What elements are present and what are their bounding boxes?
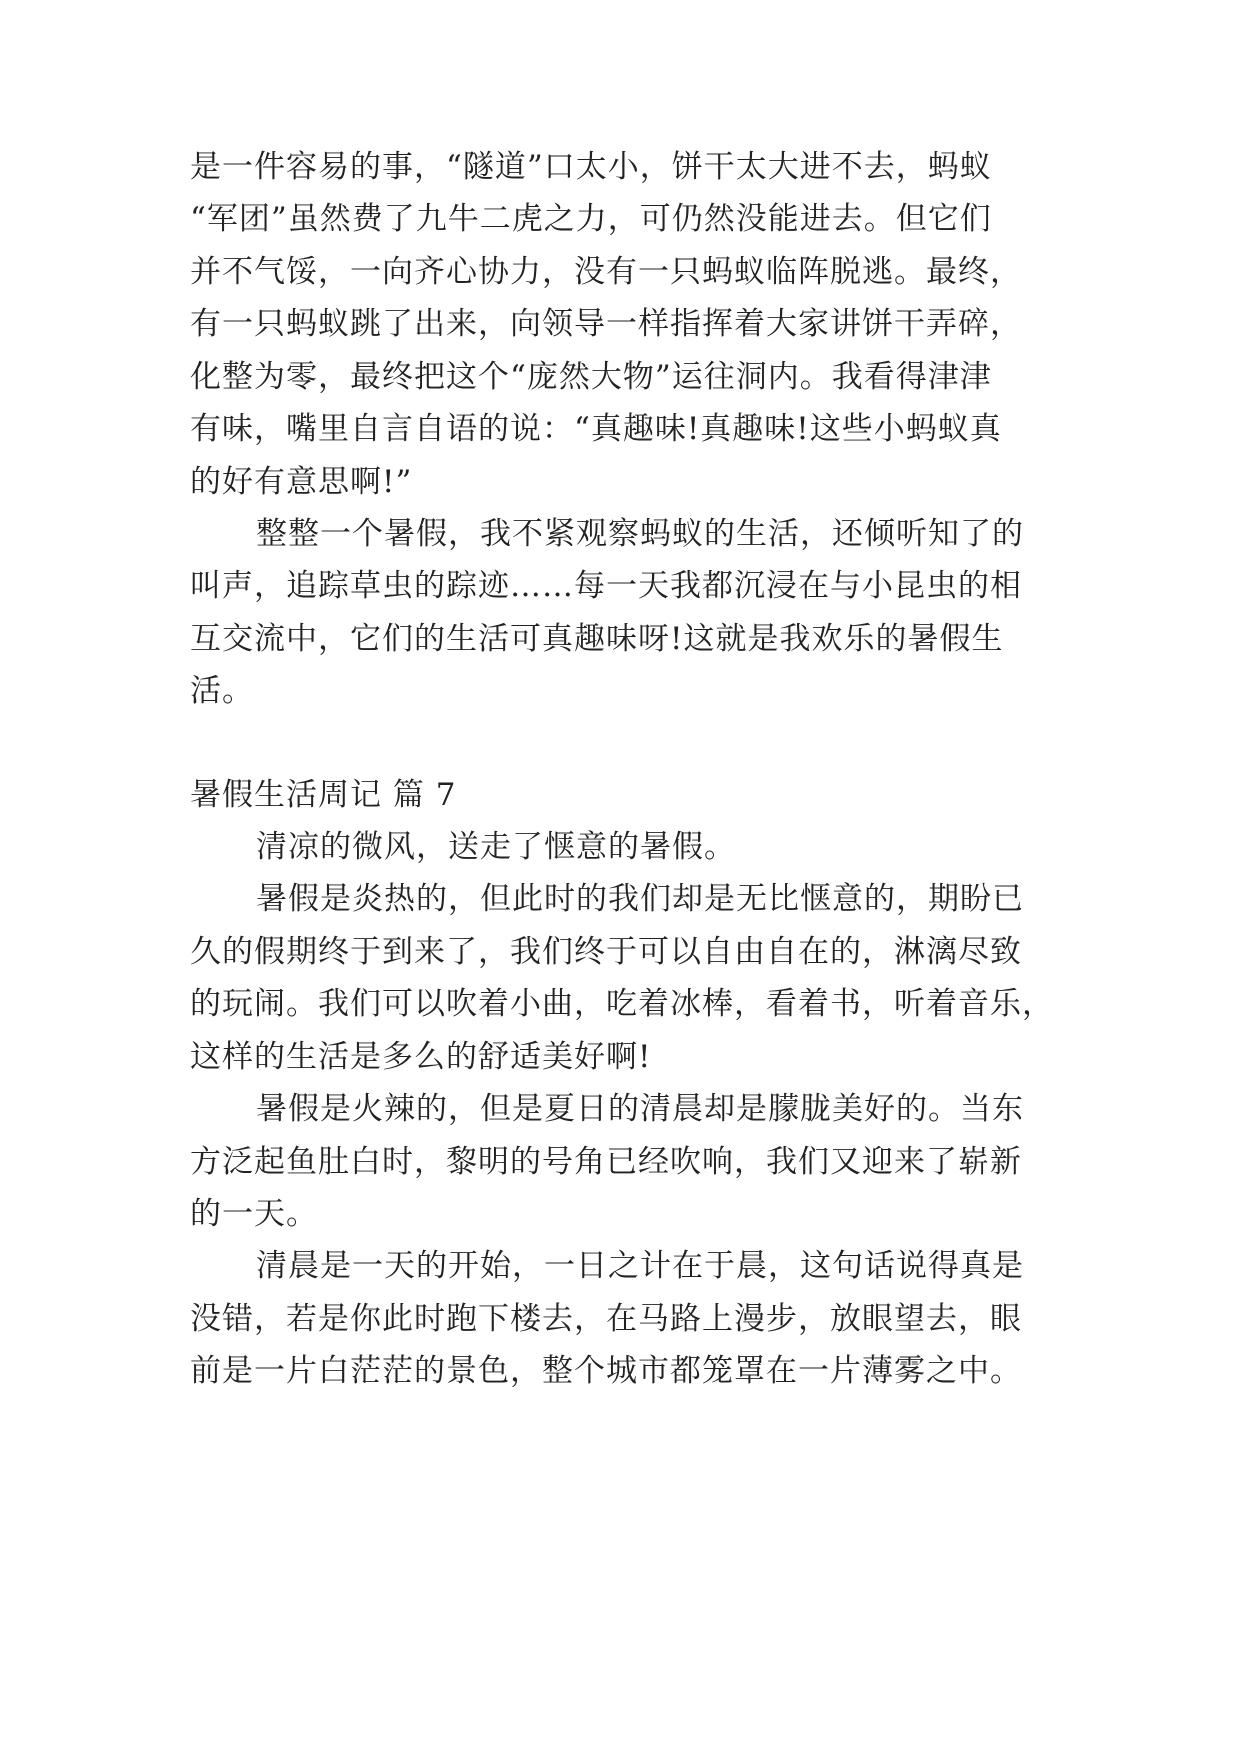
text-line: 前是一片白茫茫的景色，整个城市都笼罩在一片薄雾之中。 xyxy=(190,1353,1022,1389)
text-line: 化整为零，最终把这个“庞然大物”运往洞内。我看得津津 xyxy=(190,359,992,395)
text-line: 叫声，追踪草虫的踪迹……每一天我都沉浸在与小昆虫的相 xyxy=(190,568,1022,604)
text-line: 久的假期终于到来了，我们终于可以自由自在的，淋漓尽致 xyxy=(190,934,1022,970)
text-line: 是一件容易的事，“隧道”口太小，饼干太大进不去，蚂蚁 xyxy=(190,149,992,185)
paragraph-start-line: 清晨是一天的开始，一日之计在于晨，这句话说得真是 xyxy=(256,1248,1024,1284)
paragraph-start-line: 暑假是炎热的，但此时的我们却是无比惬意的，期盼已 xyxy=(256,881,1024,917)
text-line: 并不气馁，一向齐心协力，没有一只蚂蚁临阵脱逃。最终， xyxy=(190,254,1022,290)
text-line: 没错，若是你此时跑下楼去，在马路上漫步，放眼望去，眼 xyxy=(190,1301,1022,1337)
text-line: 有味，嘴里自言自语的说：“真趣味!真趣味!这些小蚂蚁真 xyxy=(190,411,1002,447)
text-line: “军团”虽然费了九牛二虎之力，可仍然没能进去。但它们 xyxy=(190,201,992,237)
paragraph-start-line: 整整一个暑假，我不紧观察蚂蚁的生活，还倾听知了的 xyxy=(256,516,1024,552)
paragraph-start-line: 清凉的微风，送走了惬意的暑假。 xyxy=(256,829,736,865)
text-line: 方泛起鱼肚白时，黎明的号角已经吹响，我们又迎来了崭新 xyxy=(190,1144,1022,1180)
section-heading: 暑假生活周记 篇 7 xyxy=(190,777,457,813)
text-line: 的一天。 xyxy=(190,1196,318,1232)
text-line: 这样的生活是多么的舒适美好啊! xyxy=(190,1039,652,1075)
text-line: 互交流中，它们的生活可真趣味呀!这就是我欢乐的暑假生 xyxy=(190,621,1004,657)
text-line: 的好有意思啊!” xyxy=(190,464,413,500)
text-line: 有一只蚂蚁跳了出来，向领导一样指挥着大家讲饼干弄碎， xyxy=(190,306,1022,342)
text-line: 的玩闹。我们可以吹着小曲，吃着冰棒，看着书，听着音乐， xyxy=(190,986,1054,1022)
paragraph-start-line: 暑假是火辣的，但是夏日的清晨却是朦胧美好的。当东 xyxy=(256,1091,1024,1127)
text-line: 活。 xyxy=(190,673,254,709)
